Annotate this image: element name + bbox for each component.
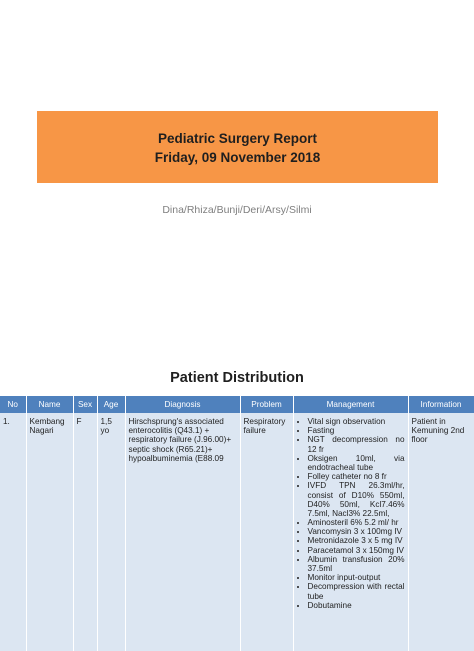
header-diagnosis: Diagnosis: [125, 396, 240, 413]
report-date: Friday, 09 November 2018: [154, 150, 321, 165]
list-item: • Fasting: [308, 426, 405, 435]
cell-management: [293, 413, 408, 651]
list-item: • IVFD TPN 26.3ml/hr, consist of D10% 550ml, D40% 50ml, Kcl7.46% 7.5ml, Nacl3% 22.5ml,: [308, 481, 405, 518]
header-no: No: [0, 396, 26, 413]
header-problem: Problem: [240, 396, 293, 413]
list-item: • Vital sign observation: [308, 417, 405, 426]
title-banner: [37, 111, 438, 183]
list-item: • Albumin transfusion 20% 37.5ml: [308, 555, 405, 573]
cell-age: 1,5 yo: [97, 413, 125, 651]
cell-diagnosis: Hirschsprung's associated enterocolitis (Q43.1) + respiratory failure (J.96.00)+ septic shock (R65.21)+ hypoalbuminemia (E88.09: [125, 413, 240, 651]
cell-name: Kembang Nagari: [26, 413, 73, 651]
header-age: Age: [97, 396, 125, 413]
authors: Dina/Rhiza/Bunji/Deri/Arsy/Silmi: [162, 204, 312, 216]
header-management: Management: [293, 396, 408, 413]
list-item: • Metronidazole 3 x 5 mg IV: [308, 536, 405, 545]
header-sex: Sex: [73, 396, 97, 413]
list-item: • Monitor input-output: [308, 573, 405, 582]
list-item: • Dobutamine: [308, 601, 405, 610]
cell-problem: Respiratory failure: [240, 413, 293, 651]
patient-table: [0, 396, 474, 651]
header-name: Name: [26, 396, 73, 413]
patient-distribution-slide: [0, 355, 474, 632]
table-row: [0, 413, 474, 651]
list-item: • Folley catheter no 8 fr: [308, 472, 405, 481]
list-item: • Decompression with rectal tube: [308, 582, 405, 600]
report-title: Pediatric Surgery Report: [157, 131, 318, 146]
list-item: • Oksigen 10ml, via endotracheal tube: [308, 454, 405, 472]
table-header-row: [0, 396, 474, 413]
list-item: • Paracetamol 3 x 150mg IV: [308, 546, 405, 555]
management-list: [297, 417, 405, 610]
list-item: • Aminosteril 6% 5.2 ml/ hr: [308, 518, 405, 527]
header-information: Information: [408, 396, 474, 413]
cell-sex: F: [73, 413, 97, 651]
list-item: • Vancomysin 3 x 100mg IV: [308, 527, 405, 536]
slide-title: Patient Distribution: [170, 370, 304, 386]
cell-no: 1.: [0, 413, 26, 651]
list-item: • NGT decompression no 12 fr: [308, 435, 405, 453]
cell-information: Patient in Kemuning 2nd floor: [408, 413, 474, 651]
